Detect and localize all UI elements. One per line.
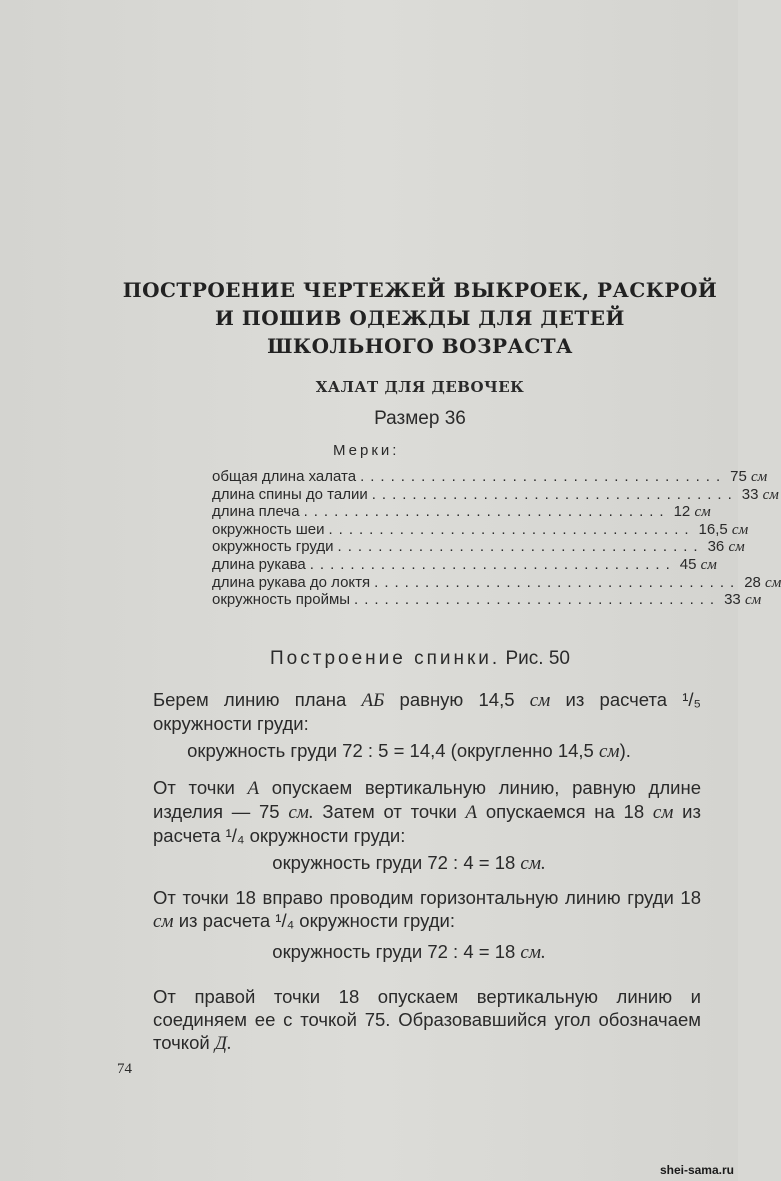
formula-3: окружность груди 72 : 4 = 18 см. xyxy=(272,941,546,963)
measure-row xyxy=(212,573,781,592)
leader-dots: .................................... xyxy=(309,555,676,573)
title-line: ШКОЛЬНОГО ВОЗРАСТА xyxy=(267,334,573,358)
measure-label: окружность груди xyxy=(212,538,334,556)
leader-dots: .................................... xyxy=(303,503,670,521)
measure-row xyxy=(212,468,768,486)
paragraph-3: От точки 18 вправо проводим горизонтальную линию груди 18 см из расчета ¹/₄ окружности груди: xyxy=(153,887,701,932)
leader-dots: .................................... xyxy=(374,573,741,591)
leader-dots: .................................... xyxy=(354,591,721,609)
measure-value: 33 см xyxy=(741,485,779,503)
measure-row xyxy=(212,538,745,556)
measure-row xyxy=(212,555,717,574)
leader-dots: .................................... xyxy=(371,485,738,503)
leader-dots: .................................... xyxy=(360,468,727,485)
measure-label: длина плеча xyxy=(212,503,300,521)
measure-value: 36 см xyxy=(707,538,745,556)
measure-label: длина рукава до локтя xyxy=(212,573,371,591)
chapter-title xyxy=(110,276,730,360)
leader-dots: .................................... xyxy=(328,520,695,538)
page-number: 74 xyxy=(117,1061,132,1077)
measures-heading: Мерки: xyxy=(333,442,400,459)
measure-label: длина спины до талии xyxy=(212,485,368,503)
title-line: И ПОШИВ ОДЕЖДЫ ДЛЯ ДЕТЕЙ xyxy=(215,306,625,330)
measure-value: 28 см xyxy=(744,573,781,591)
measures-list xyxy=(212,468,781,609)
formula-2: окружность груди 72 : 4 = 18 см. xyxy=(272,852,546,874)
measure-label: общая длина халата xyxy=(212,468,357,485)
formula-1: окружность груди 72 : 5 = 14,4 (округленно 14,5 см). xyxy=(187,740,631,762)
section-heading: Построение спинки. Рис. 50 xyxy=(270,648,570,669)
measure-label: окружность проймы xyxy=(212,591,351,609)
measure-value: 33 см xyxy=(724,591,762,609)
leader-dots: .................................... xyxy=(337,538,704,556)
watermark-text: shei-sama.ru xyxy=(659,1163,734,1177)
paragraph-4: От правой точки 18 опускаем вертикальную линию и соединяем ее с точкой 75. Образовавшийся угол обозначаем точкой Д. xyxy=(153,986,701,1054)
measure-value: 12 см xyxy=(673,503,711,521)
measure-row xyxy=(212,591,762,609)
measure-row xyxy=(212,503,711,521)
measure-label: окружность шеи xyxy=(212,520,325,538)
measure-value: 16,5 см xyxy=(698,520,749,538)
measure-row xyxy=(212,485,779,504)
measure-label: длина рукава xyxy=(212,555,306,573)
paragraph-1: Берем линию плана АБ равную 14,5 см из расчета ¹/₅ окружности груди: xyxy=(153,689,701,734)
paragraph-2: От точки А опускаем вертикальную линию, равную длине изделия — 75 см. Затем от точки А опускаемся на 18 см из расчета ¹/₄ окружности груди: xyxy=(153,777,701,846)
measure-row xyxy=(212,520,749,539)
measure-value: 75 см xyxy=(730,468,768,485)
measure-value: 45 см xyxy=(679,555,717,573)
title-line: ПОСТРОЕНИЕ ЧЕРТЕЖЕЙ ВЫКРОЕК, РАСКРОЙ xyxy=(122,278,718,302)
size-label: Размер 36 xyxy=(374,408,466,429)
garment-subtitle: ХАЛАТ ДЛЯ ДЕВОЧЕК xyxy=(315,378,525,396)
